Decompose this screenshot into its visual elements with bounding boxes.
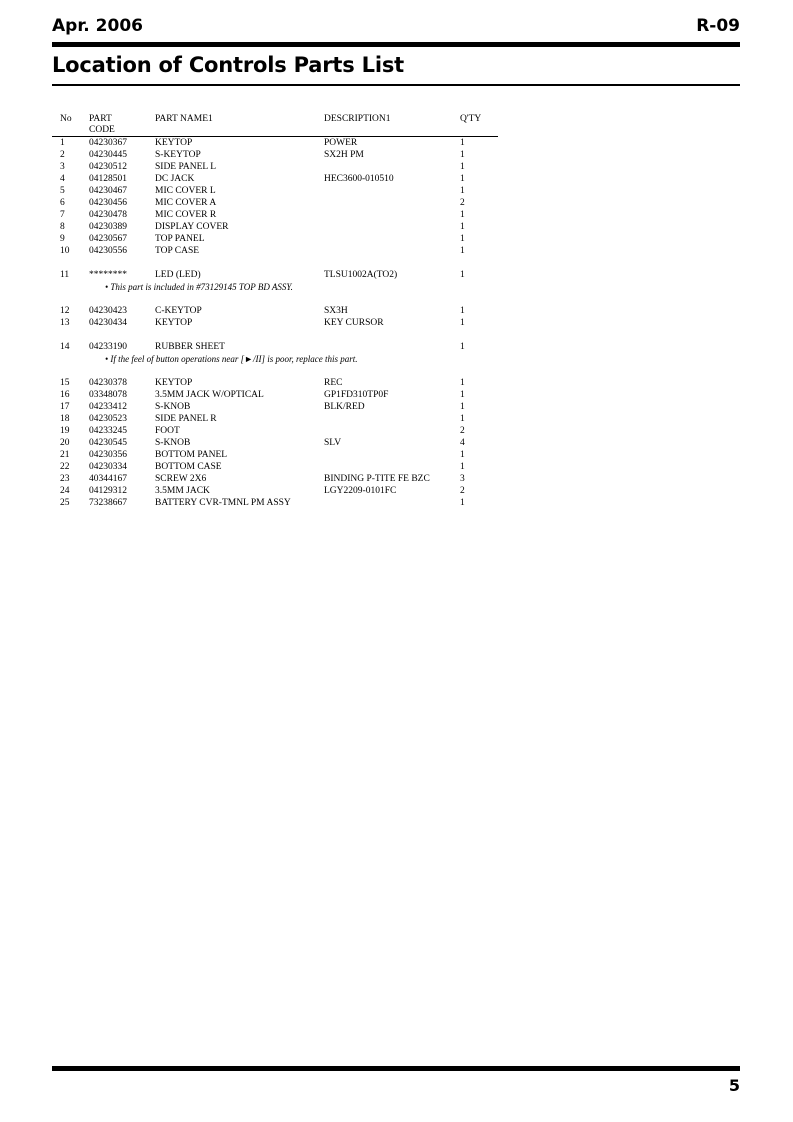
table-row	[60, 341, 500, 353]
part-code: 04233190	[89, 342, 127, 352]
part-name: LED (LED)	[155, 270, 201, 280]
part-code: 04230556	[89, 246, 127, 256]
part-name: FOOT	[155, 426, 180, 436]
part-name: MIC COVER R	[155, 210, 217, 220]
part-name: SIDE PANEL L	[155, 162, 217, 172]
part-qty: 1	[460, 138, 465, 148]
part-no: 6	[60, 198, 65, 208]
header-model: R-09	[696, 16, 740, 36]
part-code: 04230545	[89, 438, 127, 448]
parts-table	[60, 113, 500, 508]
part-description: POWER	[324, 138, 358, 148]
part-name: 3.5MM JACK W/OPTICAL	[155, 390, 264, 400]
table-row	[60, 317, 500, 329]
col-code: CODE	[89, 125, 115, 135]
part-code: 04230423	[89, 306, 127, 316]
table-note: • This part is included in #73129145 TOP BD ASSY.	[105, 282, 293, 292]
part-qty: 1	[460, 306, 465, 316]
table-row	[60, 425, 500, 437]
table-row	[60, 485, 500, 497]
part-code: 04230434	[89, 318, 127, 328]
table-header	[60, 113, 500, 136]
table-row	[60, 137, 500, 149]
table-row	[60, 197, 500, 209]
part-code: 04230367	[89, 138, 127, 148]
part-qty: 1	[460, 342, 465, 352]
table-row	[60, 389, 500, 401]
part-qty: 1	[460, 246, 465, 256]
part-name: KEYTOP	[155, 138, 193, 148]
table-row	[60, 461, 500, 473]
part-qty: 1	[460, 414, 465, 424]
part-qty: 2	[460, 486, 465, 496]
part-code: 40344167	[89, 474, 127, 484]
part-no: 7	[60, 210, 65, 220]
col-part: PART	[89, 114, 112, 124]
table-row	[60, 149, 500, 161]
part-code: 04230523	[89, 414, 127, 424]
part-description: BINDING P-TITE FE BZC	[324, 474, 430, 484]
part-description: KEY CURSOR	[324, 318, 384, 328]
col-part-name: PART NAME1	[155, 114, 213, 124]
part-description: REC	[324, 378, 343, 388]
table-row	[60, 305, 500, 317]
part-no: 4	[60, 174, 65, 184]
header-rule	[52, 42, 740, 47]
part-name: SCREW 2X6	[155, 474, 207, 484]
table-row	[60, 269, 500, 281]
part-qty: 1	[460, 402, 465, 412]
part-no: 12	[60, 306, 70, 316]
part-no: 20	[60, 438, 70, 448]
part-qty: 2	[460, 198, 465, 208]
table-row	[60, 497, 500, 509]
col-no: No	[60, 114, 72, 124]
part-description: BLK/RED	[324, 402, 365, 412]
part-no: 14	[60, 342, 70, 352]
part-qty: 1	[460, 162, 465, 172]
part-no: 10	[60, 246, 70, 256]
table-note: • If the feel of button operations near [►/II] is poor, replace this part.	[105, 354, 358, 364]
col-description: DESCRIPTION1	[324, 114, 391, 124]
part-name: BOTTOM CASE	[155, 462, 222, 472]
table-row	[60, 437, 500, 449]
table-row	[60, 377, 500, 389]
part-code: 04230467	[89, 186, 127, 196]
col-qty: Q'TY	[460, 114, 482, 124]
part-qty: 1	[460, 390, 465, 400]
part-qty: 1	[460, 234, 465, 244]
part-code: 04230356	[89, 450, 127, 460]
part-code: 04230456	[89, 198, 127, 208]
part-qty: 3	[460, 474, 465, 484]
part-code: 04230378	[89, 378, 127, 388]
part-qty: 1	[460, 450, 465, 460]
table-row	[60, 221, 500, 233]
part-name: S-KNOB	[155, 438, 191, 448]
part-name: DC JACK	[155, 174, 195, 184]
part-qty: 1	[460, 222, 465, 232]
part-code: 04230567	[89, 234, 127, 244]
part-no: 17	[60, 402, 70, 412]
part-no: 1	[60, 138, 65, 148]
part-no: 2	[60, 150, 65, 160]
footer-rule	[52, 1066, 740, 1071]
part-name: MIC COVER A	[155, 198, 217, 208]
table-row	[60, 185, 500, 197]
part-description: GP1FD310TP0F	[324, 390, 389, 400]
header-date: Apr. 2006	[52, 16, 143, 36]
part-name: S-KNOB	[155, 402, 191, 412]
table-row	[60, 473, 500, 485]
part-no: 24	[60, 486, 70, 496]
table-note-row	[60, 353, 500, 365]
table-row	[60, 245, 500, 257]
part-no: 13	[60, 318, 70, 328]
part-code: 04129312	[89, 486, 127, 496]
part-name: TOP CASE	[155, 246, 200, 256]
part-name: KEYTOP	[155, 318, 193, 328]
part-description: LGY2209-0101FC	[324, 486, 397, 496]
part-description: SLV	[324, 438, 342, 448]
part-name: TOP PANEL	[155, 234, 205, 244]
part-qty: 1	[460, 210, 465, 220]
part-no: 11	[60, 270, 70, 280]
part-code: 04230389	[89, 222, 127, 232]
part-no: 23	[60, 474, 70, 484]
table-row	[60, 401, 500, 413]
table-row	[60, 413, 500, 425]
part-qty: 1	[460, 150, 465, 160]
part-qty: 2	[460, 426, 465, 436]
part-no: 3	[60, 162, 65, 172]
part-code: 03348078	[89, 390, 127, 400]
part-description: SX2H PM	[324, 150, 364, 160]
table-row	[60, 161, 500, 173]
part-name: SIDE PANEL R	[155, 414, 217, 424]
part-qty: 1	[460, 174, 465, 184]
part-name: RUBBER SHEET	[155, 342, 225, 352]
part-name: MIC COVER L	[155, 186, 216, 196]
part-no: 18	[60, 414, 70, 424]
part-no: 21	[60, 450, 70, 460]
part-name: BATTERY CVR-TMNL PM ASSY	[155, 498, 291, 508]
part-code: 04128501	[89, 174, 127, 184]
part-description: TLSU1002A(TO2)	[324, 270, 398, 280]
part-code: 04230445	[89, 150, 127, 160]
part-description: SX3H	[324, 306, 348, 316]
part-code: 04233245	[89, 426, 127, 436]
part-qty: 1	[460, 186, 465, 196]
part-name: DISPLAY COVER	[155, 222, 229, 232]
part-no: 9	[60, 234, 65, 244]
part-code: 73238667	[89, 498, 127, 508]
part-qty: 1	[460, 378, 465, 388]
part-qty: 1	[460, 270, 465, 280]
table-row	[60, 233, 500, 245]
part-code: 04230334	[89, 462, 127, 472]
table-row	[60, 173, 500, 185]
part-name: C-KEYTOP	[155, 306, 202, 316]
part-code: 04230478	[89, 210, 127, 220]
part-qty: 1	[460, 462, 465, 472]
part-no: 16	[60, 390, 70, 400]
table-row	[60, 209, 500, 221]
part-qty: 1	[460, 318, 465, 328]
part-name: 3.5MM JACK	[155, 486, 210, 496]
part-qty: 1	[460, 498, 465, 508]
part-no: 19	[60, 426, 70, 436]
part-name: KEYTOP	[155, 378, 193, 388]
part-name: BOTTOM PANEL	[155, 450, 228, 460]
part-name: S-KEYTOP	[155, 150, 201, 160]
part-code: 04230512	[89, 162, 127, 172]
page-number: 5	[728, 1076, 740, 1095]
table-note-row	[60, 281, 500, 293]
page-title: Location of Controls Parts List	[52, 53, 404, 77]
part-no: 5	[60, 186, 65, 196]
part-code: ********	[89, 270, 127, 280]
part-code: 04233412	[89, 402, 127, 412]
part-no: 8	[60, 222, 65, 232]
part-description: HEC3600-010510	[324, 174, 394, 184]
part-no: 22	[60, 462, 70, 472]
part-no: 15	[60, 378, 70, 388]
title-rule	[52, 84, 740, 86]
part-qty: 4	[460, 438, 465, 448]
table-row	[60, 449, 500, 461]
part-no: 25	[60, 498, 70, 508]
